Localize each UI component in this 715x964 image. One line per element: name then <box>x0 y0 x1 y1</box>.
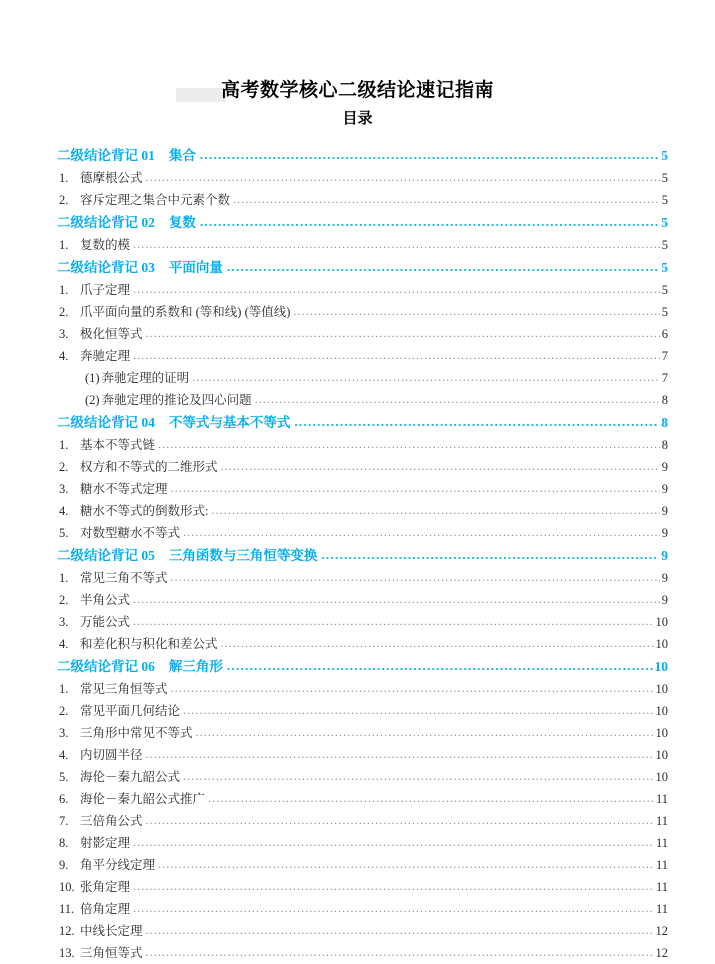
toc-entry-title: 三倍角公式 <box>80 814 143 828</box>
toc-entry-title: 半角公式 <box>80 593 131 607</box>
toc-entry-number: 10. <box>59 880 75 894</box>
toc-entry-row[interactable] <box>57 854 668 876</box>
dot-leader <box>146 919 654 941</box>
toc-section-number: 二级结论背记 03 <box>57 260 155 275</box>
dot-leader <box>133 831 654 853</box>
toc-page-number: 12 <box>655 924 668 938</box>
toc-section-row[interactable] <box>57 544 668 567</box>
toc-page-number: 10 <box>655 615 668 629</box>
toc-entry-row[interactable] <box>57 744 668 766</box>
toc-page-number: 9 <box>661 526 668 540</box>
toc-entry-title: 奔驰定理的证明 <box>101 371 190 385</box>
toc-entry-number: 8. <box>59 836 69 850</box>
dot-leader <box>171 477 660 499</box>
toc-page-number: 10 <box>655 770 668 784</box>
toc-section-number: 二级结论背记 05 <box>57 548 155 563</box>
toc-page-number: 11 <box>655 880 668 894</box>
toc-entry-row[interactable] <box>57 167 668 189</box>
toc-entry-number: 6. <box>59 792 69 806</box>
toc-section-title: 三角函数与三角恒等变换 <box>168 548 318 563</box>
dot-leader <box>200 143 659 166</box>
toc-section-title: 解三角形 <box>168 659 223 674</box>
dot-leader <box>221 632 654 654</box>
table-of-contents <box>57 144 668 964</box>
dot-leader <box>321 543 659 566</box>
toc-page-number: 11 <box>655 902 668 916</box>
toc-page-number: 5 <box>661 193 668 207</box>
toc-entry-title: 容斥定理之集合中元素个数 <box>80 193 231 207</box>
toc-entry-number: 5. <box>59 770 69 784</box>
toc-section-number: 二级结论背记 02 <box>57 215 155 230</box>
dot-leader <box>227 255 659 278</box>
toc-entry-title: 倍角定理 <box>80 902 131 916</box>
toc-page-number: 10 <box>655 637 668 651</box>
toc-entry-number: 1. <box>59 571 69 585</box>
dot-leader <box>133 875 654 897</box>
toc-entry-title: 奔驰定理 <box>80 349 131 363</box>
toc-entry-row[interactable] <box>57 700 668 722</box>
toc-section-row[interactable] <box>57 411 668 434</box>
toc-page-number: 10 <box>654 659 668 674</box>
dot-leader <box>158 433 660 455</box>
dot-leader <box>196 721 654 743</box>
dot-leader <box>146 322 660 344</box>
dot-leader <box>200 210 659 233</box>
toc-page-number: 10 <box>655 682 668 696</box>
toc-entry-row[interactable] <box>57 345 668 367</box>
toc-entry-title: 中线长定理 <box>80 924 143 938</box>
toc-entry-number: 2. <box>59 704 69 718</box>
toc-section-title: 平面向量 <box>168 260 223 275</box>
toc-entry-number: 12. <box>59 924 75 938</box>
toc-entry-title: 张角定理 <box>80 880 131 894</box>
toc-entry-row[interactable] <box>57 589 668 611</box>
toc-page-number: 9 <box>661 504 668 518</box>
toc-page-number: 10 <box>655 704 668 718</box>
toc-entry-number: 3. <box>59 726 69 740</box>
toc-entry-row[interactable] <box>57 611 668 633</box>
toc-entry-row[interactable] <box>57 478 668 500</box>
toc-page-number: 5 <box>661 283 668 297</box>
toc-page-number: 9 <box>661 593 668 607</box>
dot-leader <box>183 521 660 543</box>
toc-entry-number: 5. <box>59 526 69 540</box>
toc-page-number: 8 <box>661 415 668 430</box>
toc-entry-number: 4. <box>59 504 69 518</box>
toc-entry-row[interactable] <box>57 633 668 655</box>
dot-leader <box>192 366 660 388</box>
toc-entry-row[interactable] <box>57 456 668 478</box>
toc-entry-number: 2. <box>59 305 69 319</box>
dot-leader <box>146 743 654 765</box>
toc-entry-row[interactable] <box>57 788 668 810</box>
toc-entry-title: 海伦－秦九韶公式 <box>80 770 181 784</box>
toc-entry-number: (1) <box>85 371 100 385</box>
toc-entry-title: 基本不等式链 <box>80 438 156 452</box>
toc-entry-title: 常见平面几何结论 <box>80 704 181 718</box>
toc-entry-number: 2. <box>59 460 69 474</box>
toc-page-number: 8 <box>661 438 668 452</box>
toc-entry-title: 权方和不等式的二维形式 <box>80 460 218 474</box>
toc-entry-title: 爪子定理 <box>80 283 131 297</box>
toc-page-number: 5 <box>661 238 668 252</box>
toc-entry-number: 4. <box>59 637 69 651</box>
toc-entry-title: 常见三角恒等式 <box>80 682 168 696</box>
toc-page-number: 6 <box>661 327 668 341</box>
toc-entry-number: 11. <box>59 902 75 916</box>
dot-leader <box>146 166 660 188</box>
toc-entry-title: 爪平面向量的系数和 (等和线) (等值线) <box>80 305 291 319</box>
toc-entry-row[interactable] <box>57 389 668 411</box>
toc-entry-row[interactable] <box>57 567 668 589</box>
toc-entry-title: 德摩根公式 <box>80 171 143 185</box>
toc-page-number: 9 <box>661 460 668 474</box>
title-container <box>0 78 715 104</box>
toc-page-number: 5 <box>661 171 668 185</box>
toc-section-row[interactable] <box>57 655 668 678</box>
toc-entry-row[interactable] <box>57 500 668 522</box>
toc-entry-row[interactable] <box>57 678 668 700</box>
toc-entry-title: 奔驰定理的推论及四心问题 <box>101 393 252 407</box>
toc-entry-number: 7. <box>59 814 69 828</box>
toc-page-number: 12 <box>655 946 668 960</box>
toc-entry-row[interactable] <box>57 367 668 389</box>
toc-entry-number: (2) <box>85 393 100 407</box>
dot-leader <box>294 410 659 433</box>
dot-leader <box>233 188 660 210</box>
toc-page-number: 9 <box>661 548 668 563</box>
dot-leader <box>146 809 654 831</box>
toc-page-number: 9 <box>661 482 668 496</box>
dot-leader <box>133 897 654 919</box>
toc-entry-number: 3. <box>59 615 69 629</box>
dot-leader <box>133 233 660 255</box>
toc-entry-title: 糖水不等式定理 <box>80 482 168 496</box>
toc-page-number: 5 <box>661 305 668 319</box>
toc-page-number: 5 <box>661 215 668 230</box>
toc-entry-title: 三角恒等式 <box>80 946 143 960</box>
toc-page-number: 7 <box>661 371 668 385</box>
dot-leader <box>221 455 660 477</box>
toc-page-number: 11 <box>655 858 668 872</box>
toc-entry-title: 和差化积与积化和差公式 <box>80 637 218 651</box>
toc-entry-row[interactable] <box>57 301 668 323</box>
toc-entry-number: 13. <box>59 946 75 960</box>
toc-entry-number: 1. <box>59 682 69 696</box>
toc-entry-number: 1. <box>59 238 69 252</box>
dot-leader <box>183 699 653 721</box>
document-title: 高考数学核心二级结论速记指南 <box>220 80 494 101</box>
toc-entry-title: 极化恒等式 <box>80 327 143 341</box>
toc-entry-title: 内切圆半径 <box>80 748 143 762</box>
toc-page-number: 10 <box>655 726 668 740</box>
toc-heading: 目录 <box>342 111 373 127</box>
toc-entry-number: 1. <box>59 171 69 185</box>
toc-page-number: 11 <box>655 814 668 828</box>
toc-entry-number: 1. <box>59 438 69 452</box>
dot-leader <box>133 278 660 300</box>
toc-entry-title: 对数型糖水不等式 <box>80 526 181 540</box>
toc-section-title: 复数 <box>168 215 196 230</box>
toc-section-row[interactable] <box>57 144 668 167</box>
toc-entry-title: 万能公式 <box>80 615 131 629</box>
dot-leader <box>183 765 653 787</box>
dot-leader <box>171 566 660 588</box>
toc-entry-row[interactable] <box>57 323 668 345</box>
toc-entry-number: 4. <box>59 349 69 363</box>
toc-page-number: 11 <box>655 836 668 850</box>
toc-entry-row[interactable] <box>57 898 668 920</box>
toc-entry-title: 射影定理 <box>80 836 131 850</box>
toc-entry-row[interactable] <box>57 434 668 456</box>
toc-page-number: 5 <box>661 148 668 163</box>
toc-entry-row[interactable] <box>57 920 668 942</box>
dot-leader <box>171 677 654 699</box>
toc-entry-row[interactable] <box>57 189 668 211</box>
toc-page-number: 11 <box>655 792 668 806</box>
dot-leader <box>211 499 659 521</box>
dot-leader <box>146 941 654 963</box>
toc-entry-number: 3. <box>59 482 69 496</box>
toc-entry-number: 3. <box>59 327 69 341</box>
toc-section-row[interactable] <box>57 256 668 279</box>
toc-entry-number: 2. <box>59 193 69 207</box>
toc-entry-row[interactable] <box>57 876 668 898</box>
dot-leader <box>227 654 653 677</box>
dot-leader <box>255 388 660 410</box>
toc-section-number: 二级结论背记 06 <box>57 659 155 674</box>
toc-entry-row[interactable] <box>57 279 668 301</box>
toc-entry-row[interactable] <box>57 810 668 832</box>
toc-page-number: 5 <box>661 260 668 275</box>
toc-entry-row[interactable] <box>57 766 668 788</box>
toc-entry-row[interactable] <box>57 832 668 854</box>
toc-entry-number: 2. <box>59 593 69 607</box>
toc-entry-row[interactable] <box>57 522 668 544</box>
toc-section-row[interactable] <box>57 211 668 234</box>
dot-leader <box>208 787 654 809</box>
toc-entry-row[interactable] <box>57 942 668 964</box>
toc-entry-title: 常见三角不等式 <box>80 571 168 585</box>
toc-page-number: 7 <box>661 349 668 363</box>
dot-leader <box>133 588 660 610</box>
toc-page-number: 9 <box>661 571 668 585</box>
toc-entry-row[interactable] <box>57 234 668 256</box>
toc-page-number: 10 <box>655 748 668 762</box>
toc-entry-number: 9. <box>59 858 69 872</box>
dot-leader <box>158 853 654 875</box>
toc-entry-title: 糖水不等式的倒数形式: <box>80 504 209 518</box>
toc-entry-title: 角平分线定理 <box>80 858 156 872</box>
toc-section-number: 二级结论背记 04 <box>57 415 155 430</box>
toc-section-number: 二级结论背记 01 <box>57 148 155 163</box>
toc-entry-number: 4. <box>59 748 69 762</box>
toc-entry-title: 复数的模 <box>80 238 131 252</box>
toc-section-title: 集合 <box>168 148 196 163</box>
dot-leader <box>133 610 653 632</box>
toc-entry-number: 1. <box>59 283 69 297</box>
dot-leader <box>133 344 660 366</box>
toc-section-title: 不等式与基本不等式 <box>168 415 291 430</box>
toc-entry-title: 海伦－秦九韶公式推广 <box>80 792 206 806</box>
dot-leader <box>293 300 659 322</box>
toc-page-number: 8 <box>661 393 668 407</box>
toc-entry-row[interactable] <box>57 722 668 744</box>
toc-entry-title: 三角形中常见不等式 <box>80 726 193 740</box>
